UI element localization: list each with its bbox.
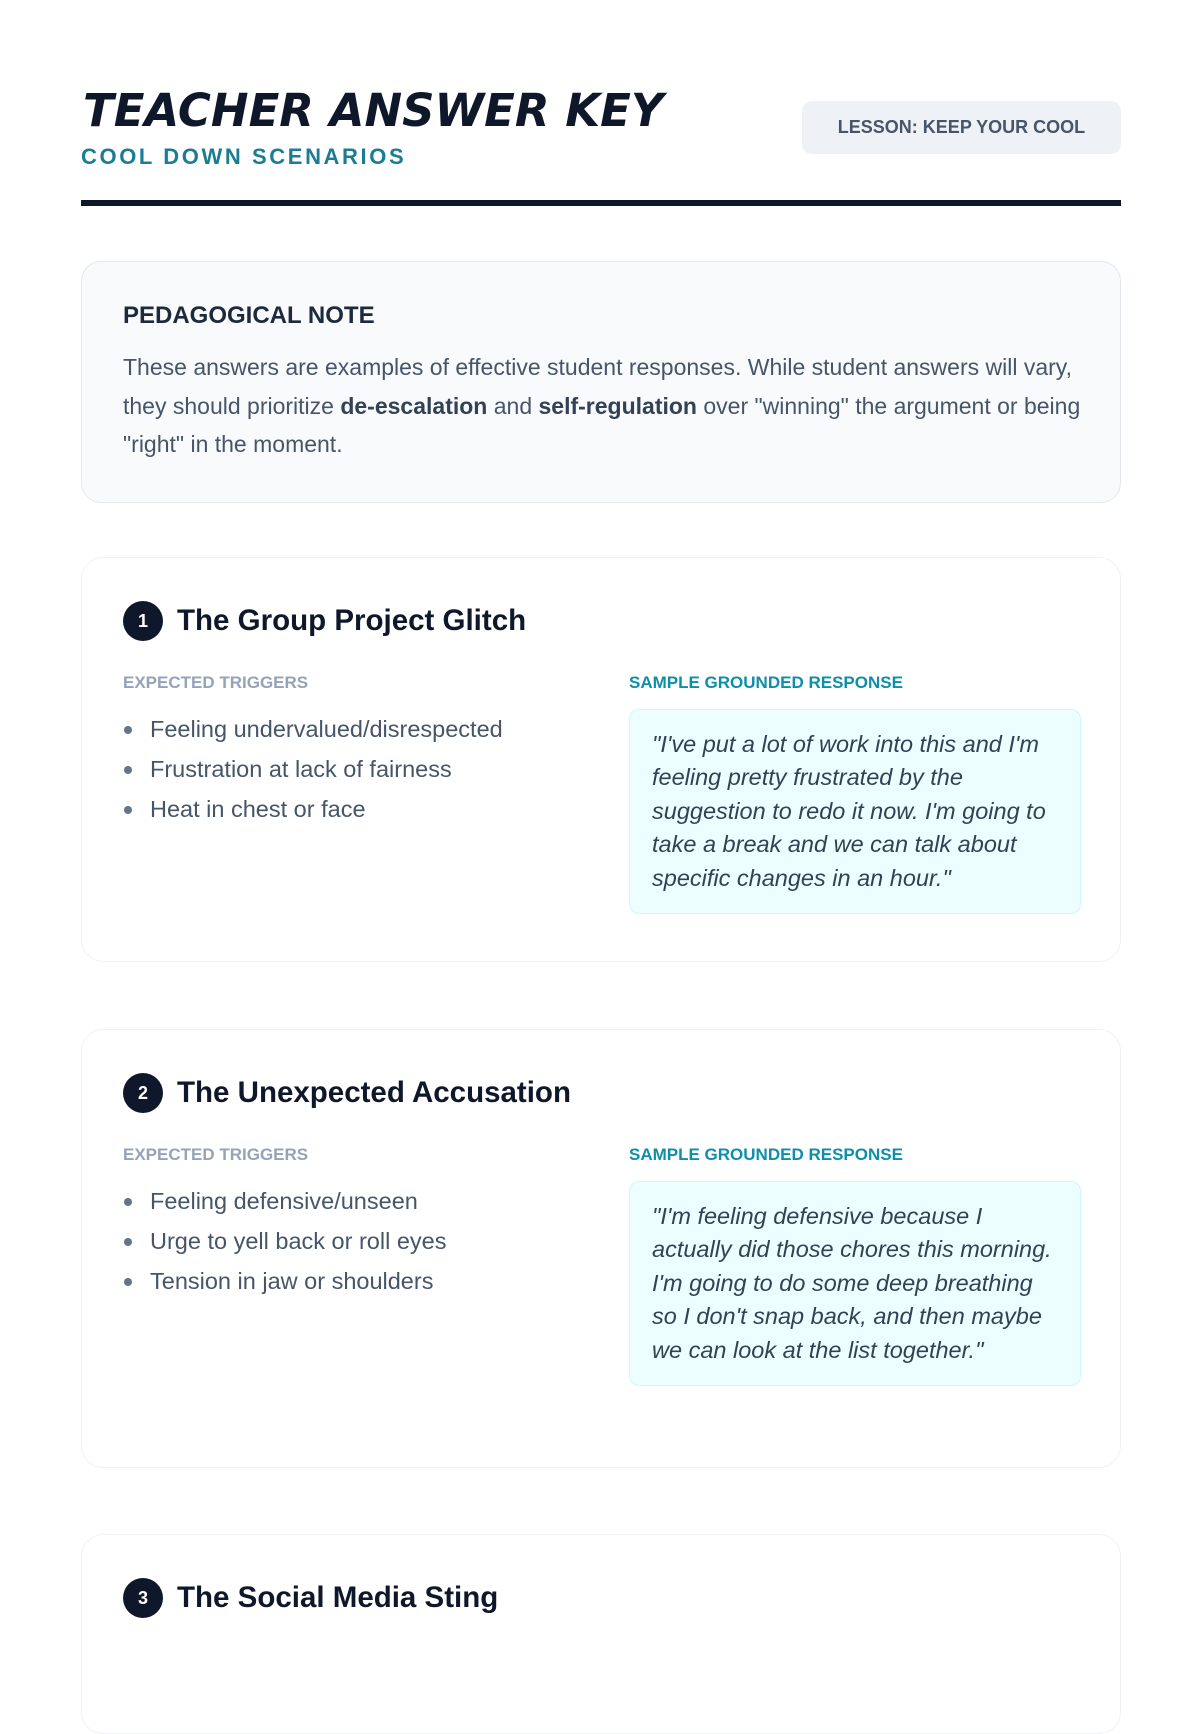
triggers-list [123,1181,446,1301]
trigger-item [123,749,503,789]
scenario-number-badge: 3 [123,1578,163,1618]
sample-response: "I'm feeling defensive because I actually did those chores this morning. I'm going to do some deep breathing so I don't snap back, and then maybe we can look at the list together." [629,1181,1081,1386]
scenario-title: The Group Project Glitch [177,604,527,637]
scenario-number-badge: 1 [123,601,163,641]
bullet-icon [124,726,132,734]
note-text: over "winning" the argument or being "right" in the moment. [123,392,1081,457]
triggers-label: EXPECTED TRIGGERS [123,673,309,692]
trigger-text: Frustration at lack of fairness [150,756,452,782]
scenario-card [81,557,1121,962]
bullet-icon [124,1198,132,1206]
note-emphasis: de-escalation [340,392,488,419]
pedagogical-note [81,261,1121,503]
trigger-text: Urge to yell back or roll eyes [150,1228,447,1254]
trigger-text: Feeling undervalued/disrespected [150,716,503,742]
trigger-text: Feeling defensive/unseen [150,1188,418,1214]
page-header [81,84,1121,208]
note-text: and [487,392,539,419]
bullet-icon [124,766,132,774]
trigger-item [123,1181,446,1221]
scenario-card [81,1029,1121,1468]
scenario-title-row [123,600,526,642]
note-text: These answers are examples of effective student responses. While student answers will vary, they should prioritize [123,354,1072,419]
lesson-badge: LESSON: KEEP YOUR COOL [802,101,1121,154]
bullet-icon [124,1238,132,1246]
header-divider [81,200,1121,206]
trigger-text: Tension in jaw or shoulders [150,1268,434,1294]
triggers-list [123,709,503,829]
trigger-item [123,789,503,829]
response-label: SAMPLE GROUNDED RESPONSE [629,1145,903,1164]
note-body [123,348,1081,464]
scenario-title-row [123,1577,498,1619]
note-heading: PEDAGOGICAL NOTE [123,302,375,329]
trigger-item [123,1221,446,1261]
sample-response: "I've put a lot of work into this and I'm feeling pretty frustrated by the suggestion to redo it now. I'm going to take a break and we can talk about specific changes in an hour." [629,709,1081,914]
scenario-title-row [123,1072,571,1114]
triggers-label: EXPECTED TRIGGERS [123,1145,309,1164]
response-label: SAMPLE GROUNDED RESPONSE [629,673,903,692]
scenario-title: The Unexpected Accusation [177,1076,571,1109]
trigger-item [123,1261,446,1301]
scenario-card [81,1534,1121,1734]
scenario-title: The Social Media Sting [177,1581,499,1614]
trigger-item [123,709,503,749]
page-subtitle: COOL DOWN SCENARIOS [81,144,407,169]
scenario-number-badge: 2 [123,1073,163,1113]
trigger-text: Heat in chest or face [150,796,366,822]
page-title: TEACHER ANSWER KEY [83,84,664,137]
note-emphasis: self-regulation [538,392,697,419]
bullet-icon [124,806,132,814]
bullet-icon [124,1278,132,1286]
